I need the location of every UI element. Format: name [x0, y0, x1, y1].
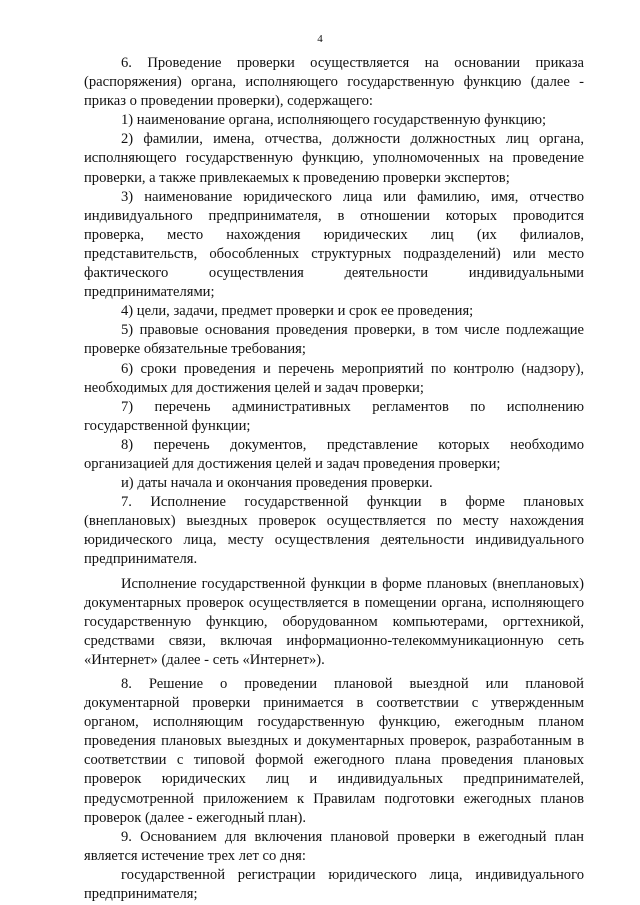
- list-item-i: и) даты начала и окончания проведения проверки.: [121, 475, 433, 492]
- paragraph-9-item: государственной регистрации юридического лица, индивидуального предпринимателя;: [84, 866, 584, 903]
- list-item-7: 7) перечень административных регламентов по исполнению государственной функции;: [84, 398, 584, 434]
- list-item-3: 3) наименование юридического лица или фамилию, имя, отчество индивидуального предпринимателя, в отношении которых проводится проверка, место нахождения юридических лиц (их филиалов, представительств, обособленных структурных подразделений) или место фактического осуществления деятельности индивидуальными предпринимателями;: [84, 188, 584, 301]
- document-body: [84, 54, 584, 904]
- list-item-8: 8) перечень документов, представление которых необходимо организацией для достижения целей и задач проведения проверки;: [84, 436, 584, 472]
- paragraph-8: 8. Решение о проведении плановой выездной или плановой документарной проверки принимается в соответствии с утвержденным органом, исполняющим государственную функцию, ежегодным планом проведения плановых выездных и документарных проверок, разработанным в соответствии с типовой формой ежегодного плана проведения плановых проверок юридических лиц и индивидуальных предпринимателей, предусмотренной приложением к Правилам подготовки ежегодных планов проверок (далее - ежегодный план).: [84, 676, 584, 826]
- paragraph-6: 6. Проведение проверки осуществляется на основании приказа (распоряжения) органа, исполняющего государственную функцию (далее - приказ о проведении проверки), содержащего:: [84, 55, 584, 110]
- list-item-4: 4) цели, задачи, предмет проверки и срок ее проведения;: [121, 303, 474, 320]
- list-item-6: 6) сроки проведения и перечень мероприятий по контролю (надзору), необходимых для достижения целей и задач проверки;: [84, 360, 584, 396]
- page-number: 4: [317, 33, 323, 45]
- list-item-5: 5) правовые основания проведения проверки, в том числе подлежащие проверке обязательные требования;: [84, 322, 584, 358]
- paragraph-7-continued: Исполнение государственной функции в форме плановых (внеплановых) документарных проверок осуществляется в помещении органа, исполняющего государственную функцию, оборудованном компьютерами, оргтехникой, средствами связи, включая информационно-телекоммуникационную сеть «Интернет» (далее - сеть «Интернет»).: [84, 575, 584, 668]
- list-item-2: 2) фамилии, имена, отчества, должности должностных лиц органа, исполняющего государственную функцию, уполномоченных на проведение проверки, а также привлекаемых к проведению проверки экспертов;: [84, 131, 584, 186]
- paragraph-7: 7. Исполнение государственной функции в форме плановых (внеплановых) выездных проверок осуществляется по месту нахождения юридического лица, месту осуществления деятельности индивидуального предпринимателя.: [84, 494, 584, 568]
- paragraph-9: 9. Основанием для включения плановой проверки в ежегодный план является истечение трех лет со дня:: [84, 828, 584, 864]
- list-item-1: 1) наименование органа, исполняющего государственную функцию;: [121, 112, 547, 129]
